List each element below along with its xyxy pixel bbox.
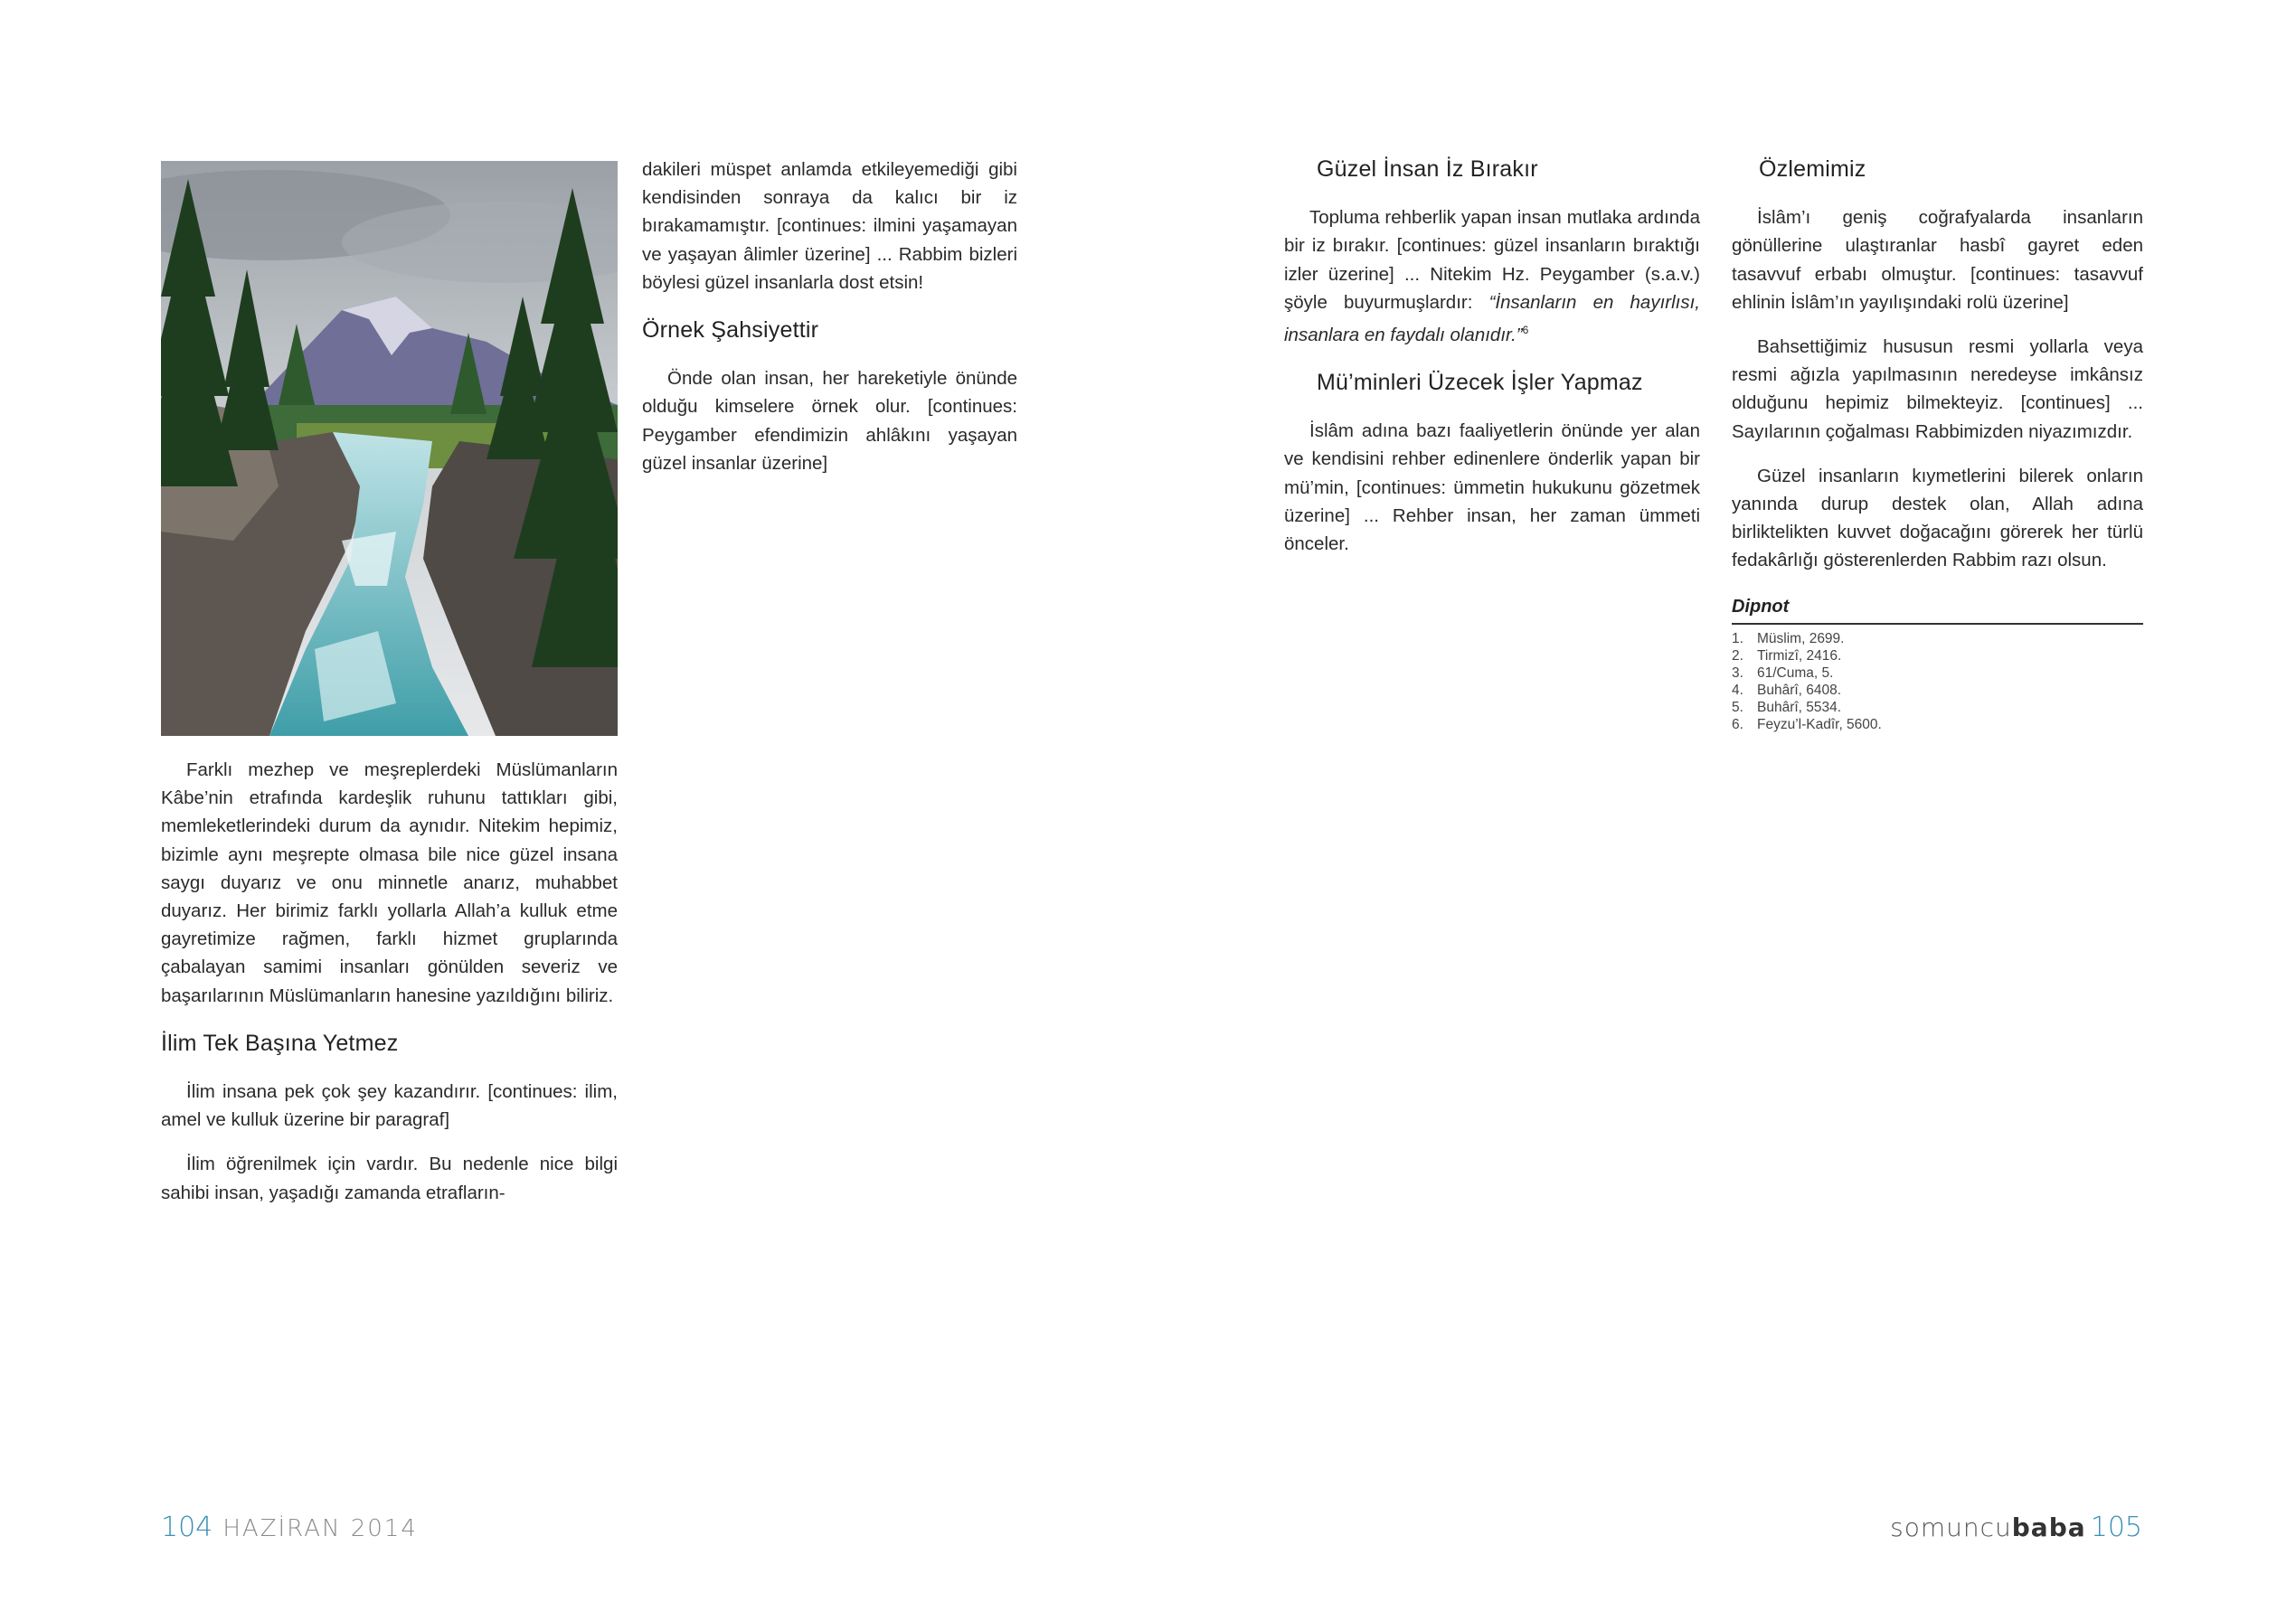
footnote-item: 4. Buhârî, 6408. <box>1732 682 1842 698</box>
footnote-mark: 6 <box>1522 324 1529 337</box>
footnote-item: 6. Feyzu’l-Kadîr, 5600. <box>1732 716 1882 732</box>
footnote-item: 5. Buhârî, 5534. <box>1732 699 1842 715</box>
footnote-item: 3. 61/Cuma, 5. <box>1732 664 1834 681</box>
column-2 <box>642 155 1017 477</box>
hadith-quote: “İnsanların en hayırlısı, insanlara en faydalı olanıdır.” <box>1284 291 1700 345</box>
paragraph: İslâm’ı geniş coğrafyalarda insanların gönüllerine ulaştıranlar hasbî gayret eden tasavvuf erbabı olmuştur. [continues: tasavvuf ehlinin İslâm’ın yayılışındaki rolü üzerine] <box>1732 207 2143 313</box>
landscape-photo <box>161 161 618 736</box>
paragraph: İlim insana pek çok şey kazandırır. [continues: ilim, amel ve kulluk üzerine bir paragraf] <box>161 1081 618 1131</box>
mountain-waterfall-landscape-icon <box>161 161 618 736</box>
page-number-left: 104 <box>161 1512 213 1543</box>
footnotes <box>1732 593 2143 733</box>
intro-paragraph: Farklı mezhep ve meşreplerdeki Müslümanların Kâbe’nin etrafında kardeşlik ruhunu tattıkları gibi, memleketlerindeki durum da aynıdır. Nitekim hepimiz, bizimle aynı meşrepte olmasa bile nice güzel insana saygı duyarız ve onu minnetle anarız, muhabbet duyarız. Her birimiz farklı yollarla Allah’a kulluk etme gayretimize rağmen, farklı hizmet gruplarında çabalayan samimi insanları gönülden severiz ve başarılarının Müslümanların hanesine yazıldığını biliriz. <box>161 759 618 1006</box>
section-heading-guzel-insan: Güzel İnsan İz Bırakır <box>1317 156 1538 182</box>
column-3 <box>1284 155 1700 558</box>
paragraph: Bahsettiğimiz hususun resmi yollarla veya resmi ağızla yapılmasının neredeyse imkânsız olduğunu hepimiz bilmekteyiz. [continues] ... Sayılarının çoğalması Rabbimizden niyazımızdır. <box>1732 336 2143 442</box>
section-heading-ilim: İlim Tek Başına Yetmez <box>161 1030 399 1056</box>
paragraph: Güzel insanların kıymetlerini bilerek onların yanında durup destek olan, Allah adına birliktelikten kuvvet doğacağını görerek her türlü fedakârlığı gösterenlerden Rabbim razı olsun. <box>1732 465 2143 571</box>
paragraph: dakileri müspet anlamda etkileyemediği gibi kendisinden sonraya da kalıcı bir iz bırakamamıştır. [continues: ilmini yaşamayan ve yaşayan âlimler üzerine] ... Rabbim bizleri böylesi güzel insanlarla dost etsin! <box>642 159 1017 293</box>
footnotes-list <box>1732 630 2143 733</box>
page-number-right: 105 <box>2090 1512 2142 1543</box>
section-heading-muminler: Mü’minleri Üzecek İşler Yapmaz <box>1317 370 1643 396</box>
column-1 <box>161 756 618 1207</box>
paragraph-text: Topluma rehberlik yapan insan mutlaka ardında bir iz bırakır. [continues: güzel insanların bıraktığı izler üzerine] ... Nitekim Hz. Peygamber (s.a.v.) şöyle buyurmuşlardır: <box>1284 207 1700 313</box>
footnote-item: 2. Tirmizî, 2416. <box>1732 647 1842 664</box>
section-heading-ornek: Örnek Şahsiyettir <box>642 317 819 344</box>
footer-left <box>161 1512 418 1543</box>
section-heading-ozlemimiz: Özlemimiz <box>1759 156 1866 182</box>
issue-date: HAZİRAN 2014 <box>222 1515 418 1542</box>
paragraph: Önde olan insan, her hareketiyle önünde olduğu kimselere örnek olur. [continues: Peygamber efendimizin ahlâkını yaşayan güzel insanlar üzerine] <box>642 368 1017 474</box>
footnotes-title: Dipnot <box>1732 593 2143 625</box>
footer-right <box>1890 1512 2142 1543</box>
footnote-item: 1. Müslim, 2699. <box>1732 630 1845 646</box>
paragraph: İslâm adına bazı faaliyetlerin önünde yer alan ve kendisini rehber edinenlere önderlik yapan bir mü’min, [continues: ümmetin hukukunu gözetmek üzerine] ... Rehber insan, her zaman ümmeti önceler. <box>1284 420 1700 555</box>
paragraph: İlim öğrenilmek için vardır. Bu nedenle nice bilgi sahibi insan, yaşadığı zamanda etrafların- <box>161 1154 618 1203</box>
paragraph <box>1284 203 1700 349</box>
magazine-logo: somuncubaba <box>1890 1512 2086 1542</box>
column-4 <box>1732 155 2143 733</box>
